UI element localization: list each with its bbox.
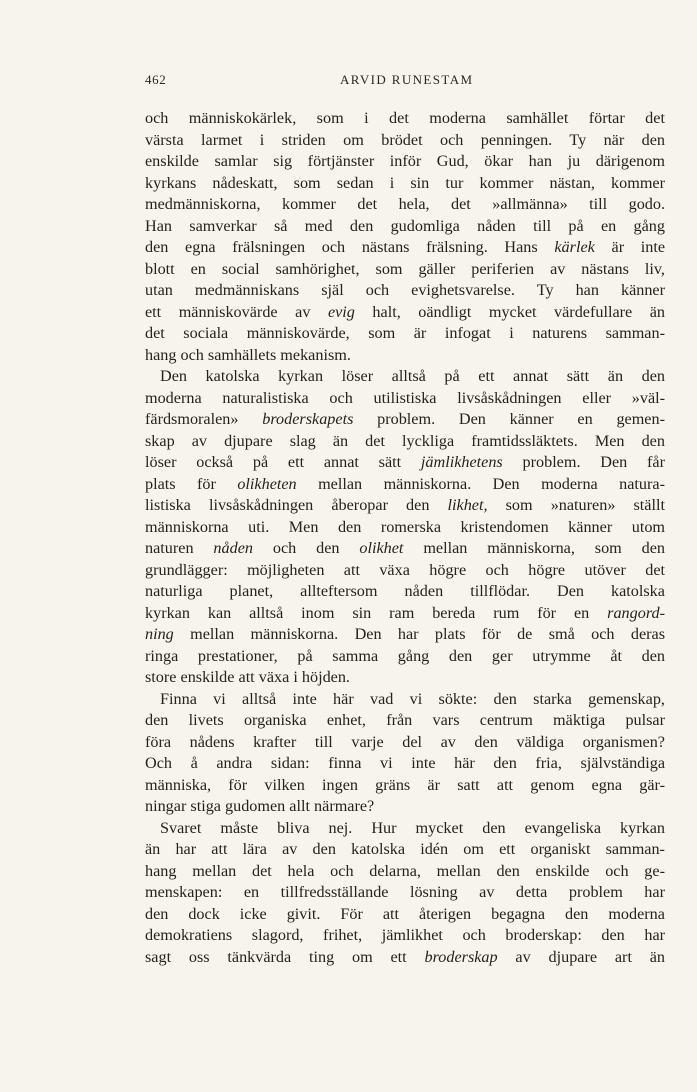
page-number: 462 (145, 72, 167, 87)
text-line (145, 667, 665, 689)
text-line (145, 603, 665, 625)
text-segment: människorna uti. Men den romerska kristendomen känner utom (145, 517, 666, 536)
text-line (145, 624, 665, 646)
text-line (145, 474, 665, 496)
text-line (145, 345, 665, 367)
text-line (145, 130, 665, 152)
italic-text: jämlikhetens (420, 453, 503, 471)
text-line (145, 237, 665, 259)
text-line (145, 495, 665, 517)
text-segment: naturen (145, 539, 214, 557)
text-segment: är inte (594, 238, 666, 256)
text-segment: färdsmoralen» (145, 410, 263, 428)
text-segment: föra nådens krafter till varje del av den väldiga organismen? (145, 732, 665, 751)
text-segment: moderna naturalistiska och utilistiska livsåskådningen eller »väl- (145, 388, 666, 407)
italic-text: broderskapets (262, 410, 354, 428)
text-line (145, 947, 665, 969)
text-line (145, 194, 665, 216)
text-segment: Den katolska kyrkan löser alltså på ett annat sätt än den (160, 367, 666, 385)
text-segment: den dock icke givit. För att återigen begagna den moderna (145, 904, 665, 923)
text-line (145, 302, 665, 324)
text-segment: ringa prestationer, på samma gång den ger utrymme åt den (145, 646, 666, 665)
text-segment: och människokärlek, som i det moderna samhället förtar det (145, 109, 665, 127)
text-line (145, 753, 665, 775)
text-segment: medmänniskorna, kommer det hela, det »allmänna» till godo. (145, 195, 666, 213)
text-line (145, 861, 665, 883)
text-line (145, 818, 665, 840)
text-segment: än har att lära av den katolska idén om ett organiskt samman- (145, 840, 665, 858)
text-segment: Finna vi alltså inte här vad vi sökte: den starka gemenskap, (160, 689, 665, 708)
text-segment: blott en social samhörighet, som gäller periferien av nästans liv, (145, 259, 665, 278)
text-line (145, 839, 665, 861)
text-segment: naturliga planet, allteftersom nåden tillflödar. Den katolska (145, 582, 665, 600)
italic-text: olikhet (359, 539, 404, 557)
text-line (145, 538, 665, 560)
italic-text: broderskap (424, 947, 498, 966)
text-segment: store enskilde att växa i höjden. (145, 668, 350, 686)
text-segment: löser också på ett annat sätt (145, 453, 421, 471)
text-segment: grundlägger: möjligheten att växa högre och högre utöver det (145, 560, 666, 579)
text-segment: kyrkan kan alltså inom sin ram bereda rum för en (145, 603, 608, 622)
text-segment: halt, oändligt mycket värdefullare än (354, 302, 666, 321)
text-line (145, 388, 665, 410)
page-header (145, 72, 557, 92)
text-line (145, 452, 665, 474)
text-segment: och den (252, 539, 360, 557)
text-line (145, 796, 665, 818)
text-line (145, 108, 665, 130)
text-line (145, 409, 665, 431)
text-line (145, 925, 665, 947)
italic-text: evig (327, 302, 355, 321)
text-segment: menskapen: en tillfredsställande lösning av detta problem har (145, 883, 665, 901)
text-line (145, 517, 665, 539)
text-line (145, 882, 665, 904)
text-line (145, 431, 665, 453)
text-segment: ningar stiga gudomen allt närmare? (145, 797, 375, 815)
text-line (145, 280, 665, 302)
text-segment: den livets organiska enhet, från vars centrum mäktiga pulsar (145, 711, 666, 729)
text-segment: sagt oss tänkvärda ting om ett (145, 947, 425, 966)
text-segment: problem. Den får (502, 453, 665, 471)
italic-text: likhet, (447, 496, 488, 514)
text-line (145, 366, 665, 388)
text-line (145, 173, 665, 195)
text-segment: hang mellan det hela och delarna, mellan den enskilde och ge- (145, 861, 665, 880)
text-segment: listiska livsåskådningen åberopar den (145, 496, 448, 514)
text-line (145, 710, 665, 732)
text-segment: demokratiens slagord, frihet, jämlikhet och broderskap: den har (145, 926, 666, 944)
text-segment: mellan människorna, som den (403, 539, 666, 557)
italic-text: rangord- (607, 603, 666, 622)
text-segment: den egna frälsningen och nästans frälsning. Hans (145, 238, 555, 256)
text-segment: utan medmänniskans själ och evighetsvarelse. Ty han känner (145, 281, 666, 299)
text-line (145, 732, 665, 754)
text-segment: som »naturen» ställt (487, 496, 665, 514)
text-segment: Och å andra sidan: finna vi inte här den fria, självständiga (145, 754, 666, 772)
text-segment: skap av djupare slag än det lyckliga framtidssläktets. Men den (145, 431, 665, 450)
text-segment: av djupare art än (497, 947, 666, 966)
text-segment: det sociala människovärde, som är infogat i naturens samman- (145, 324, 665, 342)
text-line (145, 775, 665, 797)
text-segment: hang och samhällets mekanism. (145, 345, 351, 364)
italic-text: nåden (213, 539, 253, 557)
text-line (145, 560, 665, 582)
text-line (145, 581, 665, 603)
italic-text: ning (145, 625, 174, 643)
italic-text: kärlek (554, 238, 595, 256)
text-segment: värsta larmet i striden om brödet och penningen. Ty när den (145, 130, 666, 149)
text-line (145, 689, 665, 711)
text-segment: mellan människorna. Den har plats för de små och deras (173, 625, 666, 643)
text-segment: ett människovärde av (145, 302, 328, 321)
text-line (145, 646, 665, 668)
text-segment: mellan människorna. Den moderna natura- (296, 474, 665, 493)
text-line (145, 904, 665, 926)
text-segment: kyrkans nådeskatt, som sedan i sin tur kommer nästan, kommer (145, 173, 665, 192)
text-segment: enskilde samlar sig förtjänster inför Gud, ökar han ju därigenom (145, 152, 665, 170)
italic-text: olikheten (237, 474, 297, 493)
text-segment: Han samverkar så med den gudomliga nåden till på en gång (145, 216, 665, 235)
text-segment: människa, för vilken ingen gräns är satt att genom egna gär- (145, 775, 665, 794)
text-segment: problem. Den känner en gemen- (353, 410, 665, 428)
text-segment: plats för (145, 474, 238, 493)
text-line (145, 259, 665, 281)
body-text (145, 108, 665, 968)
text-segment: Svaret måste bliva nej. Hur mycket den evangeliska kyrkan (160, 818, 665, 837)
text-line (145, 323, 665, 345)
text-line (145, 216, 665, 238)
running-head: ARVID RUNESTAM (340, 72, 474, 87)
text-line (145, 151, 665, 173)
